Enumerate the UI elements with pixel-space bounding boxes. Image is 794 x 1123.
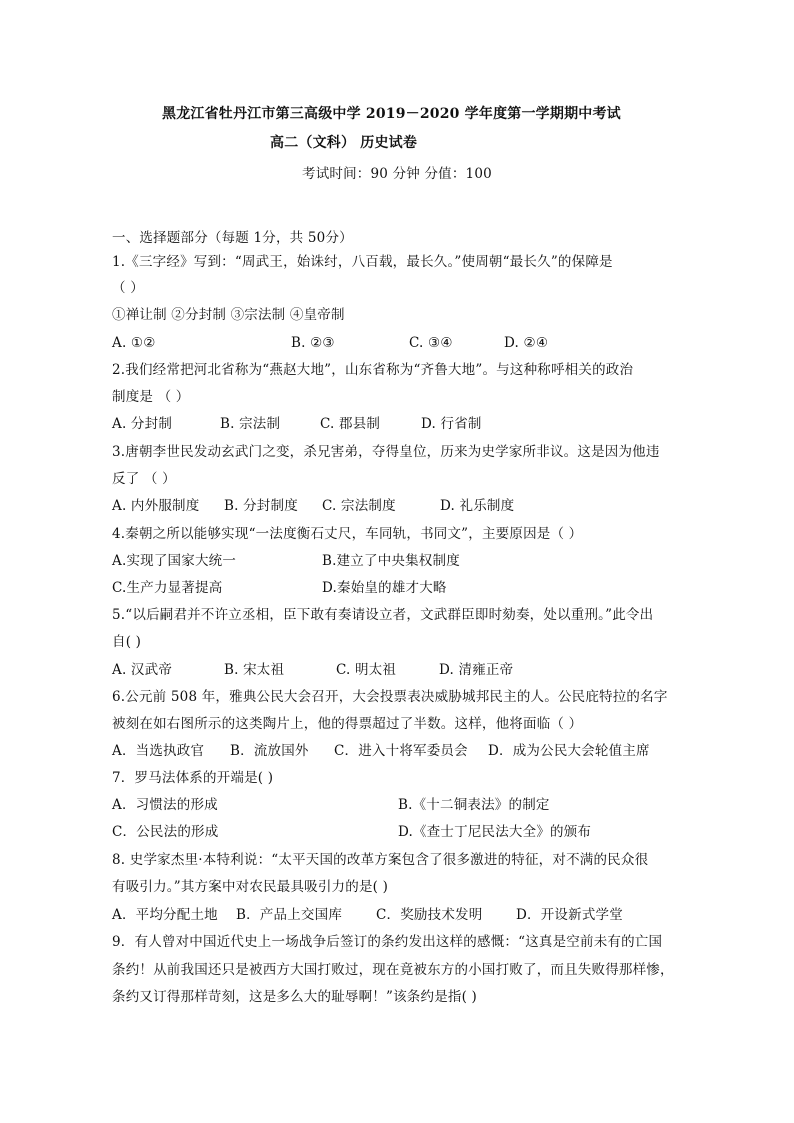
q6-stem-line2: 被刻在如右图所示的这类陶片上，他的得票超过了半数。这样，他将面临（ ） <box>112 716 583 732</box>
q7-option-d[interactable]: D.《查士丁尼民法大全》的颁布 <box>398 824 592 840</box>
q6-option-a[interactable]: A．当选执政官 <box>112 743 205 759</box>
q9-stem-line2: 条约！从前我国还只是被西方大国打败过，现在竟被东方的小国打败了，而且失败得那样惨， <box>112 962 674 978</box>
q6-option-b[interactable]: B．流放国外 <box>230 743 309 759</box>
q5-option-b[interactable]: B. 宋太祖 <box>224 662 285 678</box>
q3-stem-line2: 反了 （ ） <box>112 471 176 487</box>
q1-option-a[interactable]: A. ①② <box>112 335 156 351</box>
q8-option-d[interactable]: D．开设新式学堂 <box>516 907 623 923</box>
q3-option-a[interactable]: A. 内外服制度 <box>112 498 200 514</box>
q3-option-c[interactable]: C. 宗法制度 <box>322 498 396 514</box>
q9-stem-line1: 9．有人曾对中国近代史上一场战争后签订的条约发出这样的感慨：“这真是空前未有的亡国 <box>112 934 663 950</box>
q8-stem-line2: 有吸引力。”其方案中对农民最具吸引力的是( ) <box>112 879 389 895</box>
q4-option-d[interactable]: D.秦始皇的雄才大略 <box>322 580 447 596</box>
q1-option-c[interactable]: C. ③④ <box>409 335 453 351</box>
exam-title: 黑龙江省牡丹江市第三高级中学 2019－2020 学年度第一学期期中考试 <box>162 106 621 122</box>
q4-option-b[interactable]: B.建立了中央集权制度 <box>322 553 460 569</box>
q1-option-b[interactable]: B. ②③ <box>291 335 335 351</box>
q5-stem-line2: 自( ) <box>112 634 142 650</box>
q6-option-d[interactable]: D．成为公民大会轮值主席 <box>488 743 650 759</box>
q5-option-d[interactable]: D. 清雍正帝 <box>439 662 514 678</box>
q6-stem-line1: 6.公元前 508 年，雅典公民大会召开，大会投票表决威胁城邦民主的人。公民庇特拉的名字 <box>112 689 668 705</box>
q2-option-d[interactable]: D. 行省制 <box>421 416 482 432</box>
q2-stem-line2: 制度是 （ ） <box>112 389 190 405</box>
q1-stem-line2: （ ） <box>112 280 144 296</box>
exam-subtitle: 高二（文科） 历史试卷 <box>270 135 418 151</box>
q7-option-a[interactable]: A．习惯法的形成 <box>112 797 218 813</box>
section-heading: 一、选择题部分（每题 1分，共 50分） <box>112 230 353 246</box>
q1-option-d[interactable]: D. ②④ <box>504 335 549 351</box>
q8-option-c[interactable]: C．奖励技术发明 <box>376 907 483 923</box>
q1-stem-line1: 1.《三字经》写到：“周武王，始诛纣，八百载，最长久。”使周朝“最长久”的保障是 <box>112 254 613 270</box>
q7-stem-line1: 7．罗马法体系的开端是( ) <box>112 770 274 786</box>
q1-items: ①禅让制 ②分封制 ③宗法制 ④皇帝制 <box>112 307 345 323</box>
q8-stem-line1: 8. 史学家杰里·本特利说：“太平天国的改革方案包含了很多激进的特征，对不满的民众很 <box>112 852 649 868</box>
q6-option-c[interactable]: C．进入十将军委员会 <box>334 743 468 759</box>
q3-stem-line1: 3.唐朝李世民发动玄武门之变，杀兄害弟，夺得皇位，历来为史学家所非议。这是因为他违 <box>112 444 660 460</box>
q4-stem-line1: 4.秦朝之所以能够实现“一法度衡石丈尺，车同轨，书同文”，主要原因是（ ） <box>112 526 583 542</box>
q7-option-c[interactable]: C．公民法的形成 <box>112 824 219 840</box>
exam-info: 考试时间：90 分钟 分值：100 <box>302 166 492 182</box>
q4-option-a[interactable]: A.实现了国家大统一 <box>112 553 237 569</box>
q7-option-b[interactable]: B.《十二铜表法》的制定 <box>398 797 550 813</box>
q5-stem-line1: 5.“以后嗣君并不许立丞相，臣下敢有奏请设立者，文武群臣即时劾奏，处以重刑。”此令出 <box>112 607 654 623</box>
q2-option-a[interactable]: A. 分封制 <box>112 416 173 432</box>
q3-option-b[interactable]: B. 分封制度 <box>224 498 298 514</box>
q2-stem-line1: 2.我们经常把河北省称为“燕赵大地”，山东省称为“齐鲁大地”。与这种称呼相关的政治 <box>112 362 634 378</box>
q9-stem-line3: 条约又订得那样苛刻，这是多么大的耻辱啊！”该条约是指( ) <box>112 989 478 1005</box>
q8-option-b[interactable]: B．产品上交国库 <box>236 907 343 923</box>
q5-option-c[interactable]: C. 明太祖 <box>336 662 397 678</box>
q8-option-a[interactable]: A．平均分配土地 <box>112 907 218 923</box>
q3-option-d[interactable]: D. 礼乐制度 <box>440 498 515 514</box>
q5-option-a[interactable]: A. 汉武帝 <box>112 662 173 678</box>
q2-option-b[interactable]: B. 宗法制 <box>220 416 281 432</box>
q4-option-c[interactable]: C.生产力显著提高 <box>112 580 223 596</box>
q2-option-c[interactable]: C. 郡县制 <box>320 416 381 432</box>
